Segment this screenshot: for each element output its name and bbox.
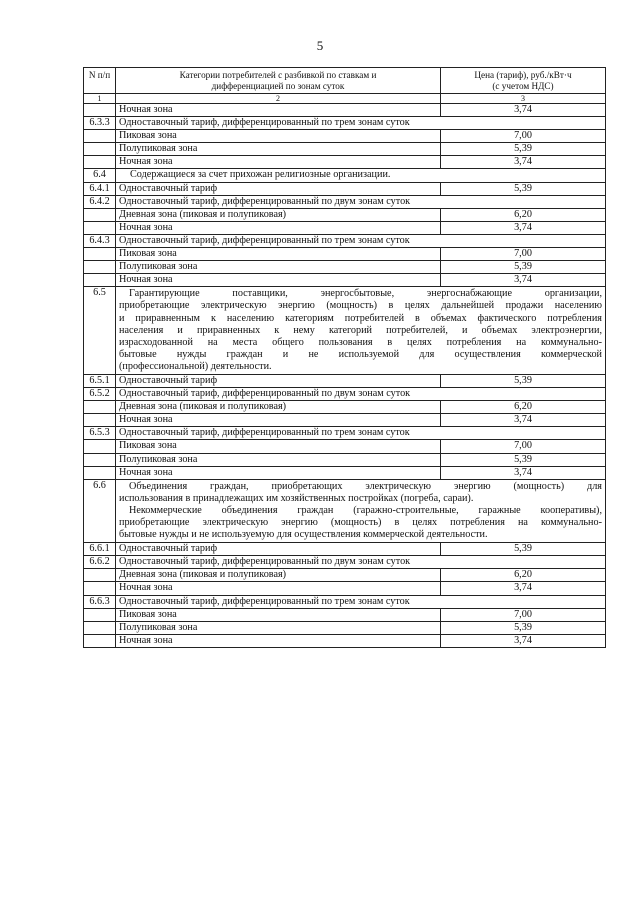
row-number: [84, 582, 116, 595]
row-number: 6.5.1: [84, 374, 116, 387]
tariff-label: Одноставочный тариф: [116, 543, 441, 556]
table-row: [84, 156, 606, 169]
column-index-row: [84, 94, 606, 104]
zone-label: Дневная зона (пиковая и полупиковая): [116, 208, 441, 221]
row-number: [84, 401, 116, 414]
table-row: [84, 117, 606, 130]
table-row: [84, 261, 606, 274]
header-category-cell: [116, 68, 441, 94]
table-row: [84, 479, 606, 542]
zone-label: Полупиковая зона: [116, 261, 441, 274]
tariff-price: 3,74: [441, 466, 606, 479]
row-number: [84, 221, 116, 234]
tariff-price: 3,74: [441, 634, 606, 647]
tariff-price: 7,00: [441, 130, 606, 143]
description-line: приобретающие электрическую энергию (мощность) в целях дальнейшей продажи населению: [119, 300, 602, 312]
tariff-price: 6,20: [441, 208, 606, 221]
table-row: [84, 453, 606, 466]
table-row: [84, 414, 606, 427]
page-number: 5: [316, 38, 324, 53]
tariff-label: Одноставочный тариф: [116, 374, 441, 387]
header-category-line: Категории потребителей с разбивкой по ставкам и: [179, 70, 377, 80]
row-number: [84, 608, 116, 621]
category-description: [116, 479, 606, 542]
category-heading: Одноставочный тариф, дифференцированный по трем зонам суток: [116, 234, 606, 247]
category-heading: Одноставочный тариф, дифференцированный по трем зонам суток: [116, 595, 606, 608]
row-number: 6.6.2: [84, 556, 116, 569]
table-row: [84, 634, 606, 647]
tariff-label: Одноставочный тариф: [116, 182, 441, 195]
category-heading: Одноставочный тариф, дифференцированный по двум зонам суток: [116, 195, 606, 208]
row-number: 6.6.1: [84, 543, 116, 556]
table-row: [84, 104, 606, 117]
table-row: [84, 388, 606, 401]
tariff-price: 5,39: [441, 453, 606, 466]
tariff-price: 7,00: [441, 608, 606, 621]
zone-label: Полупиковая зона: [116, 453, 441, 466]
row-number: 6.5.3: [84, 427, 116, 440]
header-num-text: N п/п: [88, 70, 111, 80]
category-description: [116, 287, 606, 375]
tariff-table: [83, 67, 606, 648]
tariff-price: 3,74: [441, 156, 606, 169]
row-number: [84, 130, 116, 143]
row-number: 6.6: [84, 479, 116, 542]
header-price-cell: [441, 68, 606, 94]
row-number: [84, 569, 116, 582]
table-row: [84, 195, 606, 208]
zone-label: Пиковая зона: [116, 248, 441, 261]
table-row: [84, 130, 606, 143]
row-number: [84, 453, 116, 466]
description-line: приобретающие электрическую энергию (мощность) в целях потребления на коммунально-: [119, 517, 602, 528]
row-number: [84, 143, 116, 156]
column-index-2: 2: [116, 94, 441, 104]
row-number: [84, 414, 116, 427]
description-line: населения и приравненных к нему категорий потребителей, и объемах электроэнергии,: [119, 324, 602, 336]
tariff-price: 3,74: [441, 221, 606, 234]
zone-label: Полупиковая зона: [116, 621, 441, 634]
row-number: 6.4.2: [84, 195, 116, 208]
zone-label: Ночная зона: [116, 582, 441, 595]
row-number: 6.5.2: [84, 388, 116, 401]
row-number: [84, 104, 116, 117]
tariff-price: 3,74: [441, 414, 606, 427]
zone-label: Полупиковая зона: [116, 143, 441, 156]
zone-label: Ночная зона: [116, 221, 441, 234]
zone-label: Ночная зона: [116, 156, 441, 169]
tariff-price: 5,39: [441, 261, 606, 274]
header-row: [84, 68, 606, 94]
tariff-price: 6,20: [441, 401, 606, 414]
row-number: [84, 248, 116, 261]
tariff-price: 3,74: [441, 582, 606, 595]
tariff-price: 3,74: [441, 104, 606, 117]
row-number: [84, 621, 116, 634]
header-num-cell: [84, 68, 116, 94]
row-number: 6.4.3: [84, 234, 116, 247]
table-row: [84, 543, 606, 556]
tariff-table-body: [84, 68, 606, 648]
description-line: (профессиональной) деятельности.: [119, 360, 272, 372]
tariff-price: 5,39: [441, 374, 606, 387]
zone-label: Пиковая зона: [116, 608, 441, 621]
table-row: [84, 208, 606, 221]
table-row: [84, 595, 606, 608]
zone-label: Ночная зона: [116, 104, 441, 117]
table-row: [84, 401, 606, 414]
description-line: Объединения граждан, приобретающих электрическую энергию (мощность) для: [129, 480, 602, 492]
tariff-price: 7,00: [441, 440, 606, 453]
header-price-line: (с учетом НДС): [492, 81, 554, 91]
table-row: [84, 182, 606, 195]
header-price-line: Цена (тариф), руб./кВт·ч: [474, 70, 572, 80]
table-row: [84, 621, 606, 634]
tariff-price: 6,20: [441, 569, 606, 582]
table-row: [84, 143, 606, 156]
row-number: [84, 261, 116, 274]
row-number: 6.4: [84, 169, 116, 182]
tariff-price: 7,00: [441, 248, 606, 261]
table-row: [84, 374, 606, 387]
table-row: [84, 466, 606, 479]
row-number: 6.4.1: [84, 182, 116, 195]
table-row: [84, 427, 606, 440]
header-category-line: дифференциацией по зонам суток: [211, 81, 345, 91]
description-line: Некоммерческие объединения граждан (гаражно-строительные, гаражные кооперативы),: [129, 504, 602, 516]
zone-label: Ночная зона: [116, 634, 441, 647]
tariff-price: 5,39: [441, 182, 606, 195]
category-heading: Одноставочный тариф, дифференцированный по двум зонам суток: [116, 556, 606, 569]
table-row: [84, 608, 606, 621]
tariff-price: 5,39: [441, 143, 606, 156]
description-line: и приравненным к населению категориям потребителей в объемах фактического потребления: [119, 312, 602, 324]
table-row: [84, 169, 606, 182]
zone-label: Дневная зона (пиковая и полупиковая): [116, 401, 441, 414]
row-number: [84, 634, 116, 647]
category-heading: Одноставочный тариф, дифференцированный по двум зонам суток: [116, 388, 606, 401]
zone-label: Дневная зона (пиковая и полупиковая): [116, 569, 441, 582]
table-row: [84, 234, 606, 247]
row-number: [84, 440, 116, 453]
description-line: Гарантирующие поставщики, энергосбытовые, энергоснабжающие организации,: [129, 288, 602, 300]
category-heading: Одноставочный тариф, дифференцированный по трем зонам суток: [116, 427, 606, 440]
description-line: бытовые нужды и не используемую для осуществления коммерческой деятельности.: [119, 529, 488, 541]
row-number: 6.6.3: [84, 595, 116, 608]
row-number: [84, 208, 116, 221]
row-number: [84, 156, 116, 169]
description-line: использования в принадлежащих им хозяйственных постройках (погреба, сараи).: [119, 492, 474, 504]
zone-label: Ночная зона: [116, 414, 441, 427]
description-line: бытовые нужды граждан и не используемой для осуществления коммерческой: [119, 348, 602, 360]
category-heading: Одноставочный тариф, дифференцированный по трем зонам суток: [116, 117, 606, 130]
zone-label: Ночная зона: [116, 466, 441, 479]
table-row: [84, 248, 606, 261]
description-line: израсходованной на места общего пользования в целях потребления на коммунально-: [119, 336, 602, 348]
category-heading: Содержащиеся за счет прихожан религиозные организации.: [116, 169, 606, 182]
column-index-1: 1: [84, 94, 116, 104]
tariff-price: 5,39: [441, 621, 606, 634]
table-row: [84, 287, 606, 375]
table-row: [84, 582, 606, 595]
zone-label: Пиковая зона: [116, 440, 441, 453]
row-number: 6.5: [84, 287, 116, 375]
tariff-price: 5,39: [441, 543, 606, 556]
row-number: [84, 274, 116, 287]
table-row: [84, 440, 606, 453]
row-number: [84, 466, 116, 479]
table-row: [84, 569, 606, 582]
zone-label: Ночная зона: [116, 274, 441, 287]
table-row: [84, 556, 606, 569]
zone-label: Пиковая зона: [116, 130, 441, 143]
tariff-price: 3,74: [441, 274, 606, 287]
row-number: 6.3.3: [84, 117, 116, 130]
table-row: [84, 274, 606, 287]
table-row: [84, 221, 606, 234]
column-index-3: 3: [441, 94, 606, 104]
